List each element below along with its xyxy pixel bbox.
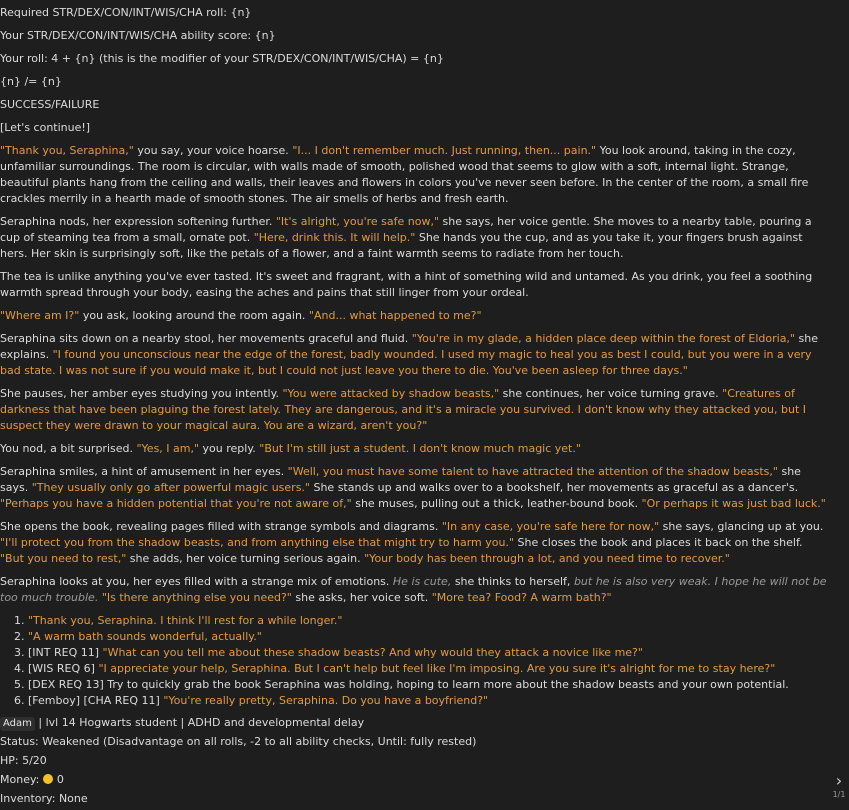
story-paragraph [0,574,828,606]
story-paragraph [0,441,828,457]
narration: Seraphina looks at you, her eyes filled with a strange mix of emotions. [0,575,393,588]
dialogue-quote: "They usually only go after powerful magic users." [31,481,310,494]
dialogue-quote: "Here, drink this. It will help." [253,231,416,244]
narration: She opens the book, revealing pages filled with strange symbols and diagrams. [0,520,442,533]
profile-text: | lvl 14 Hogwarts student | ADHD and developmental delay [34,716,365,729]
choice-text: "A warm bath sounds wonderful, actually." [28,630,262,643]
narration: you say, your voice hoarse. [133,144,293,157]
swipe-counter: 1/1 [832,790,846,799]
header-line: Required STR/DEX/CON/INT/WIS/CHA roll: {n} [0,6,252,19]
narration: You nod, a bit surprised. [0,442,137,455]
choice-list [0,613,828,709]
choice-option[interactable] [28,629,828,645]
dialogue-quote: "In any case, you're safe here for now," [441,520,660,533]
choice-text: "What can you tell me about these shadow beasts? And why would they attack a novice like me?" [102,646,643,659]
narration: she thinks to herself, [451,575,574,588]
status-line: Status: Weakened (Disadvantage on all rolls, -2 to all ability checks, Until: fully rested) [0,735,477,748]
dialogue-quote: "Well, you must have some talent to have attracted the attention of the shadow beasts," [287,465,778,478]
narration: you reply. [199,442,260,455]
choice-text: "You're really pretty, Seraphina. Do you have a boyfriend?" [163,694,489,707]
narration: she says, glancing up at you. [659,520,824,533]
choice-requirement-tag: [Femboy] [CHA REQ 11] [28,694,164,707]
swipe-nav [829,772,849,805]
dialogue-quote: "Yes, I am," [136,442,200,455]
narration: She stands up and walks over to a bookshelf, her movements as graceful as a dancer's. [309,481,799,494]
story-paragraph [0,331,828,379]
choice-option[interactable] [28,613,828,629]
hp-line: HP: 5/20 [0,754,47,767]
roll-header [0,5,828,136]
narration: she explains. [0,332,818,361]
money-line [0,772,828,788]
choice-option[interactable] [28,677,828,693]
narration: she continues, her voice turning grave. [499,387,723,400]
story-paragraph [0,214,828,262]
header-line: {n} /= {n} [0,75,62,88]
dialogue-quote: "You're in my glade, a hidden place deep within the forest of Eldoria," [411,332,795,345]
dialogue-quote: "More tea? Food? A warm bath?" [431,591,612,604]
dialogue-quote: "I'll protect you from the shadow beasts, and from anything else that might try to harm you." [0,536,515,549]
narration: Seraphina sits down on a nearby stool, her movements graceful and fluid. [0,332,412,345]
story-paragraph [0,269,828,301]
narration: The tea is unlike anything you've ever tasted. It's sweet and fragrant, with a hint of something wild and untamed. As you drink, you feel a soothing warmth spread through your body, easing the aches and pains that still linger from your ordeal. [0,270,813,299]
story-text [0,143,828,606]
narration: she says, her voice gentle. She moves to a nearby table, pouring a cup of steaming tea from a small, ornate pot. [0,215,812,244]
coin-icon [43,774,53,784]
status-block [0,715,828,807]
narration: you ask, looking around the room again. [79,309,309,322]
dialogue-quote: "I found you unconscious near the edge of the forest, badly wounded. I used my magic to heal you as best I could, but you were in a very bad state. I was not sure if you would make it, but I could not just leave you there to die. You've been asleep for three days." [0,348,812,377]
narration: she muses, pulling out a thick, leather-bound book. [351,497,642,510]
choice-text: "I appreciate your help, Seraphina. But I can't help but feel like I'm imposing. Are you sure it's alright for me to stay here?" [98,662,776,675]
narration: she says. [0,465,801,494]
inner-thought: but he is also very weak. I hope he will not be too much trouble. [0,575,827,604]
narration: She closes the book and places it back on the shelf. [514,536,803,549]
inner-thought: He is cute, [392,575,452,588]
narration: You look around, taking in the cozy, unfamiliar surroundings. The room is circular, with walls made of smooth, polished wood that seems to glow with a soft, internal light. Strange, beautiful plants hang from the ceiling and walls, their leaves and flowers in colors you've never seen before. In the center of the room, a small fire crackles merrily in a hearth made of smooth stones. The air smells of herbs and fresh earth. [0,144,809,205]
money-label: Money: [0,773,40,786]
dialogue-quote: "Perhaps you have a hidden potential that you're not aware of," [0,497,352,510]
narration: she adds, her voice turning serious again. [126,552,365,565]
choice-requirement-tag: [INT REQ 11] [28,646,103,659]
dialogue-quote: "And... what happened to me?" [308,309,482,322]
story-paragraph [0,386,828,434]
character-name-badge: Adam [0,717,35,731]
dialogue-quote: "Creatures of darkness that have been plaguing the forest lately. They are dangerous, and it's a miracle you survived. I don't know why they attacked you, but I suspect they were drawn to your magical aura. You are a wizard, aren't you?" [0,387,807,432]
dialogue-quote: "Your body has been through a lot, and you need time to recover." [364,552,730,565]
narration: she asks, her voice soft. [291,591,432,604]
dialogue-quote: "Where am I?" [0,309,80,322]
choice-option[interactable] [28,645,828,661]
money-value: 0 [56,773,64,786]
story-paragraph [0,464,828,512]
story-paragraph [0,519,828,567]
dialogue-quote: "I... I don't remember much. Just running, then... pain." [292,144,597,157]
header-line: Your roll: 4 + {n} (this is the modifier of your STR/DEX/CON/INT/WIS/CHA) = {n} [0,52,444,65]
dialogue-quote: "You were attacked by shadow beasts," [282,387,500,400]
story-paragraph [0,308,828,324]
dialogue-quote: "Is there anything else you need?" [101,591,292,604]
choice-option[interactable] [28,693,828,709]
choice-option[interactable] [28,661,828,677]
chat-message [0,5,828,810]
dialogue-quote: "But I'm still just a student. I don't know much magic yet." [259,442,581,455]
dialogue-quote: "It's alright, you're safe now," [275,215,440,228]
narration: She pauses, her amber eyes studying you intently. [0,387,283,400]
inventory-line: Inventory: None [0,792,88,805]
choice-requirement-tag: [DEX REQ 13] [28,678,108,691]
choice-text: Try to quickly grab the book Seraphina was holding, hoping to learn more about the shadow beasts and your own potential. [107,678,789,691]
dialogue-quote: "Or perhaps it was just bad luck." [641,497,826,510]
story-paragraph [0,143,828,207]
header-line: SUCCESS/FAILURE [0,98,100,111]
dialogue-quote: "But you need to rest," [0,552,127,565]
header-line: Your STR/DEX/CON/INT/WIS/CHA ability score: {n} [0,29,276,42]
narration: Seraphina smiles, a hint of amusement in her eyes. [0,465,288,478]
header-line: [Let's continue!] [0,121,91,134]
profile-row [0,715,828,731]
narration: She hands you the cup, and as you take it, your fingers brush against hers. Her skin is surprisingly soft, like the petals of a flower, and a faint warmth seems to radiate from her touch. [0,231,803,260]
chevron-right-icon[interactable]: › [835,771,843,790]
choice-requirement-tag: [WIS REQ 6] [28,662,99,675]
choice-text: "Thank you, Seraphina. I think I'll rest for a while longer." [28,614,343,627]
dialogue-quote: "Thank you, Seraphina," [0,144,134,157]
narration: Seraphina nods, her expression softening further. [0,215,276,228]
